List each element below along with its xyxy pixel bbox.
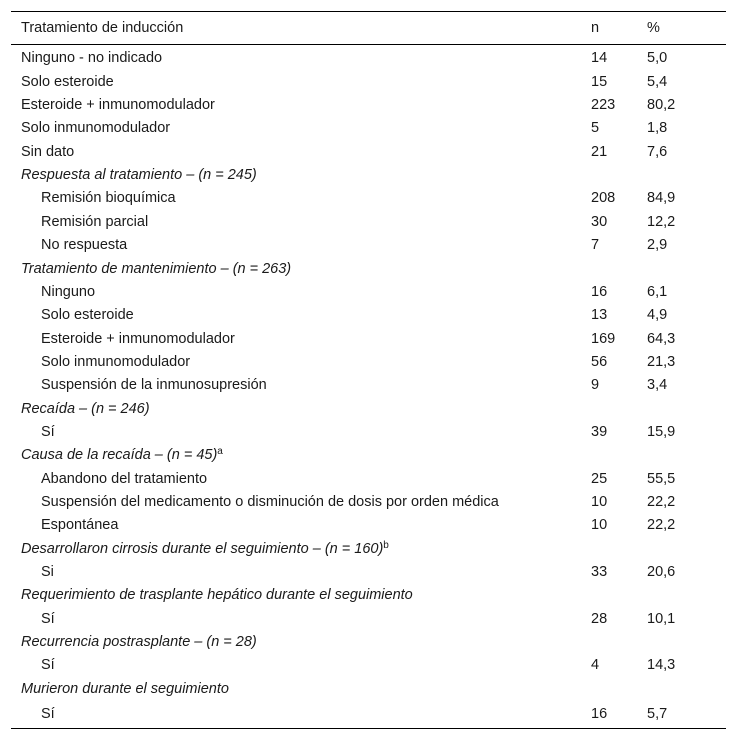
section-label [11,397,581,420]
section-row [11,444,726,467]
section-row [11,677,726,700]
row-n: 208 [591,190,616,207]
row-label [11,514,581,537]
row-label [11,140,581,163]
label-text: Abandono del tratamiento [41,470,208,487]
row-label [11,117,581,140]
section-label [11,677,581,700]
table-row [11,45,726,71]
row-label [11,304,581,327]
row-n [581,444,637,467]
results-table-container [11,11,726,729]
row-n [581,537,637,560]
section-row [11,397,726,420]
row-percent: 20,6 [647,563,676,580]
section-label [11,537,581,560]
label-text: Recurrencia postrasplante – (n = 28) [21,634,257,651]
row-n: 16 [591,283,608,300]
section-row [11,164,726,187]
row-percent: 5,0 [647,50,668,67]
label-text: Esteroide + inmunomodulador [41,330,235,347]
section-row [11,631,726,654]
table-row [11,327,726,350]
row-n: 10 [591,493,608,510]
row-label [11,280,581,303]
label-text: Tratamiento de mantenimiento – (n = 263) [21,260,292,277]
table-row [11,117,726,140]
row-label [11,701,581,729]
row-n: 223 [591,97,616,114]
row-label [11,491,581,514]
section-row [11,584,726,607]
label-text: Sin dato [21,143,75,160]
row-n: 21 [591,143,608,160]
label-text: Espontánea [41,517,119,534]
row-label [11,421,581,444]
label-text: Sí [41,705,55,722]
label-text: Solo inmunomodulador [21,120,171,137]
row-n: 39 [591,423,608,440]
row-n: 33 [591,563,608,580]
header-n: n [581,12,637,45]
label-text: Ninguno - no indicado [21,50,163,67]
table-row [11,514,726,537]
table-row [11,187,726,210]
table-row [11,70,726,93]
label-text: Sí [41,423,55,440]
row-label [11,45,581,71]
header-label: Tratamiento de inducción [11,12,581,45]
section-label [11,257,581,280]
label-text: Sí [41,610,55,627]
label-text: Sí [41,657,55,674]
table-row [11,374,726,397]
table-body [11,45,726,729]
label-text: Esteroide + inmunomodulador [21,97,215,114]
row-percent [637,444,726,467]
row-label [11,234,581,257]
row-n: 16 [581,701,637,729]
row-label [11,210,581,233]
table-row [11,140,726,163]
table-row [11,561,726,584]
row-percent: 15,9 [647,423,676,440]
row-n: 5 [591,120,600,137]
section-row [11,257,726,280]
section-label [11,631,581,654]
row-percent: 12,2 [647,213,676,230]
row-percent: 21,3 [647,353,676,370]
row-n: 15 [591,73,608,90]
row-percent [637,631,726,654]
section-label [11,164,581,187]
label-text: Suspensión del medicamento o disminución de dosis por orden médica [41,493,499,510]
row-label [11,561,581,584]
table-row [11,607,726,630]
row-percent: 4,9 [647,307,668,324]
table-row [11,304,726,327]
results-table [11,11,726,729]
footnote-marker: a [217,446,223,458]
row-n: 7 [591,237,600,254]
row-percent: 10,1 [647,610,676,627]
row-label [11,654,581,677]
row-percent: 22,2 [647,493,676,510]
row-n: 10 [591,517,608,534]
row-percent [637,677,726,700]
table-row [11,94,726,117]
row-n: 4 [591,657,600,674]
row-percent: 80,2 [647,97,676,114]
label-text: Solo esteroide [21,73,114,90]
table-header-row [11,12,726,45]
label-text: Desarrollaron cirrosis durante el seguimiento – (n = 160) [21,540,384,557]
label-text: No respuesta [41,237,128,254]
row-n [581,257,637,280]
label-text: Suspensión de la inmunosupresión [41,377,267,394]
table-row [11,210,726,233]
section-row [11,537,726,560]
label-text: Solo inmunomodulador [41,353,191,370]
row-percent: 1,8 [647,120,668,137]
row-n [581,677,637,700]
section-label [11,444,581,467]
header-percent: % [637,12,726,45]
row-n: 14 [591,50,608,67]
section-label [11,584,581,607]
row-n [581,584,637,607]
row-percent [637,537,726,560]
table-row [11,467,726,490]
row-percent: 3,4 [647,377,668,394]
row-n: 9 [591,377,600,394]
row-label [11,187,581,210]
table-row [11,701,726,729]
label-text: Murieron durante el seguimiento [21,680,229,697]
label-text: Remisión parcial [41,213,149,230]
row-percent [637,397,726,420]
table-row [11,350,726,373]
row-n: 25 [591,470,608,487]
row-label [11,70,581,93]
row-label [11,467,581,490]
row-percent: 5,7 [637,701,726,729]
label-text: Respuesta al tratamiento – (n = 245) [21,167,257,184]
row-percent: 22,2 [647,517,676,534]
row-label [11,374,581,397]
row-percent: 6,1 [647,283,668,300]
label-text: Solo esteroide [41,307,134,324]
label-text: Requerimiento de trasplante hepático durante el seguimiento [21,587,413,604]
row-n [581,631,637,654]
table-row [11,280,726,303]
row-label [11,350,581,373]
row-percent [637,164,726,187]
row-n: 13 [591,307,608,324]
row-percent: 14,3 [647,657,676,674]
label-text: Causa de la recaída – (n = 45) [21,447,218,464]
row-percent: 84,9 [647,190,676,207]
row-percent: 64,3 [647,330,676,347]
row-percent [637,257,726,280]
row-label [11,607,581,630]
row-n: 56 [591,353,608,370]
row-n [581,397,637,420]
row-label [11,94,581,117]
label-text: Si [41,563,54,580]
row-percent: 55,5 [647,470,676,487]
row-percent: 5,4 [647,73,668,90]
row-n: 30 [591,213,608,230]
label-text: Remisión bioquímica [41,190,176,207]
row-percent: 7,6 [647,143,668,160]
table-row [11,491,726,514]
row-label [11,327,581,350]
row-n: 169 [591,330,616,347]
row-percent: 2,9 [647,237,668,254]
label-text: Recaída – (n = 246) [21,400,150,417]
table-row [11,654,726,677]
label-text: Ninguno [41,283,96,300]
footnote-marker: b [383,539,389,551]
row-n [581,164,637,187]
row-n: 28 [591,610,608,627]
table-row [11,234,726,257]
table-row [11,421,726,444]
row-percent [637,584,726,607]
